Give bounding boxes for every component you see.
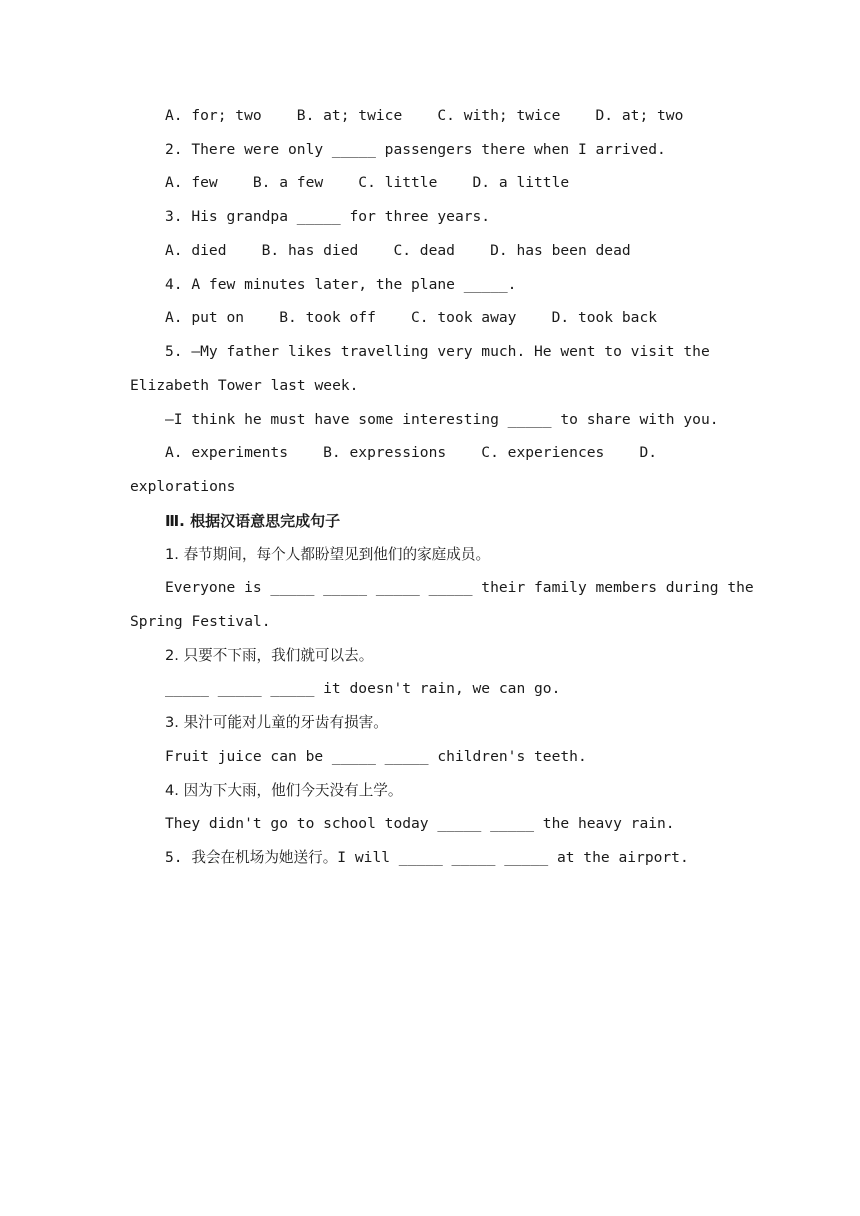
question-1-options: A. for; two B. at; twice C. with; twice D. at; two (165, 107, 684, 124)
question-3-options: A. died B. has died C. dead D. has been dead (165, 242, 631, 259)
question-5-options-line-2: explorations (130, 478, 236, 495)
sentence-4-chinese: 4. 因为下大雨，他们今天没有上学。 (165, 782, 403, 799)
section-3-heading: Ⅲ. 根据汉语意思完成句子 (165, 512, 341, 530)
sentence-3-english: Fruit juice can be _____ _____ children's teeth. (165, 748, 587, 765)
question-2-options: A. few B. a few C. little D. a little (165, 174, 570, 191)
sentence-2-chinese: 2. 只要不下雨，我们就可以去。 (165, 647, 374, 664)
question-3-stem: 3. His grandpa _____ for three years. (165, 208, 491, 225)
sentence-1-chinese: 1. 春节期间，每个人都盼望见到他们的家庭成员。 (165, 546, 491, 563)
sentence-1-english-line-2: Spring Festival. (130, 613, 271, 630)
sentence-2-english: _____ _____ _____ it doesn't rain, we can go. (165, 680, 561, 697)
sentence-3-chinese: 3. 果汁可能对儿童的牙齿有损害。 (165, 714, 388, 731)
sentence-1-english-line-1: Everyone is _____ _____ _____ _____ their family members during the (165, 579, 754, 596)
question-4-stem: 4. A few minutes later, the plane _____. (165, 276, 517, 293)
sentence-5: 5. 我会在机场为她送行。I will _____ _____ _____ at the airport. (165, 849, 689, 866)
question-5-stem-line-1: 5. —My father likes travelling very much. He went to visit the (165, 343, 710, 360)
question-5-options-line-1: A. experiments B. expressions C. experiences D. (165, 444, 658, 461)
question-4-options: A. put on B. took off C. took away D. took back (165, 309, 658, 326)
question-5-stem-line-2: Elizabeth Tower last week. (130, 377, 359, 394)
sentence-4-english: They didn't go to school today _____ _____ the heavy rain. (165, 815, 675, 832)
question-2-stem: 2. There were only _____ passengers there when I arrived. (165, 141, 666, 158)
question-5-reply: —I think he must have some interesting _____ to share with you. (165, 411, 719, 428)
